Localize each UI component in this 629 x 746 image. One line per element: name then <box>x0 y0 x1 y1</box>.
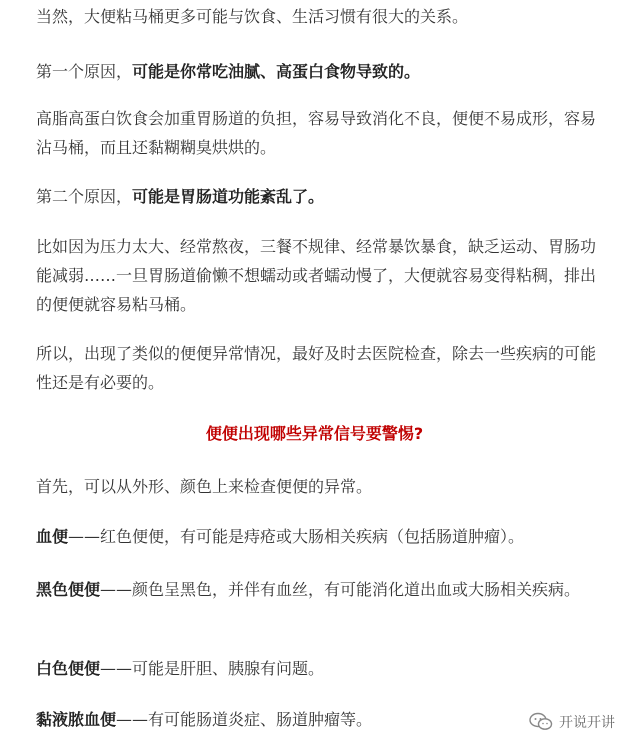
item-text: 首先，可以从外形、颜色上来检查便便的异常。 <box>36 477 373 496</box>
paragraph-intro <box>36 2 596 31</box>
item-term: 黑色便便 <box>36 580 101 599</box>
paragraph-advice <box>36 339 596 397</box>
paragraph-high-fat-diet <box>36 104 596 162</box>
item-term: 黏液脓血便 <box>36 710 117 729</box>
item-description: ——有可能肠道炎症、肠道肿瘤等。 <box>116 710 373 729</box>
paragraph-emphasis: 可能是胃肠道功能紊乱了。 <box>132 187 325 206</box>
item-description: ——可能是肝胆、胰腺有问题。 <box>100 659 325 678</box>
list-item-mucus-stool <box>36 705 596 734</box>
paragraph-emphasis: 可能是你常吃油腻、高蛋白食物导致的。 <box>132 62 421 81</box>
list-item-check-intro <box>36 472 596 501</box>
paragraph-reason-two <box>36 182 596 211</box>
paragraph-stress-causes <box>36 232 596 319</box>
item-term: 白色便便 <box>36 659 101 678</box>
paragraph-lead: 第二个原因， <box>36 187 133 206</box>
item-term: 血便 <box>36 527 69 546</box>
item-description: ——颜色呈黑色，并伴有血丝，有可能消化道出血或大肠相关疾病。 <box>100 580 581 599</box>
paragraph-text: 比如因为压力太大、经常熬夜，三餐不规律、经常暴饮暴食，缺乏运动、胃肠功能减弱……一旦胃肠道偷懒不想蠕动或者蠕动慢了，大便就容易变得粘稠，排出的便便就容易粘马桶。 <box>36 237 597 314</box>
list-item-bloody-stool <box>36 522 596 551</box>
wechat-icon <box>529 712 553 732</box>
paragraph-text: 高脂高蛋白饮食会加重胃肠道的负担，容易导致消化不良，便便不易成形，容易沾马桶，而且还黏糊糊臭烘烘的。 <box>36 109 597 157</box>
paragraph-text: 当然，大便粘马桶更多可能与饮食、生活习惯有很大的关系。 <box>36 7 469 26</box>
paragraph-lead: 第一个原因， <box>36 62 133 81</box>
paragraph-reason-one <box>36 57 596 86</box>
item-description: ——红色便便，有可能是痔疮或大肠相关疾病（包括肠道肿瘤）。 <box>68 527 525 546</box>
list-item-black-stool <box>36 575 596 604</box>
watermark <box>529 712 615 732</box>
section-heading: 便便出现哪些异常信号要警惕? <box>205 424 424 443</box>
watermark-text: 开说开讲 <box>559 715 615 731</box>
paragraph-text: 所以，出现了类似的便便异常情况，最好及时去医院检查，除去一些疾病的可能性还是有必要的。 <box>36 344 597 392</box>
list-item-white-stool <box>36 654 596 683</box>
